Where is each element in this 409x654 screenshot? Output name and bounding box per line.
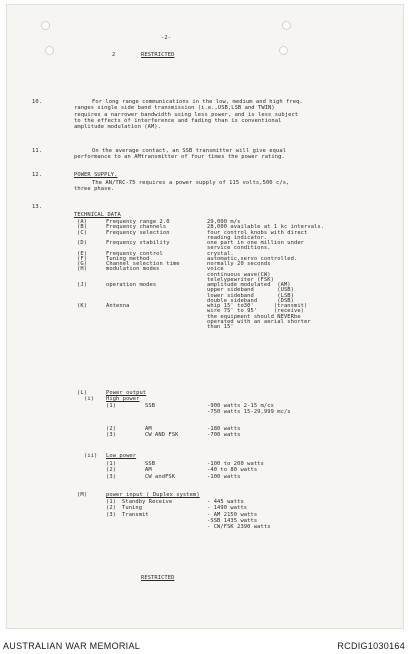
paragraph-number: 10. <box>32 99 43 105</box>
section-heading: TECHNICAL DATA <box>74 212 121 218</box>
mode-label: CW AND FSK <box>145 432 179 439</box>
item-value: crystal. <box>207 250 234 257</box>
item-value: -100 watts <box>207 473 241 480</box>
item-value: telelypewriter (FSK) <box>207 276 274 283</box>
item-label: Transmit <box>122 511 149 518</box>
item-value: upper sideband (USB) <box>207 287 294 294</box>
document-page <box>6 4 404 629</box>
item-key: (M) <box>77 492 88 498</box>
item-value: -900 watts 2-15 m/cs <box>207 403 274 409</box>
item-key: (1) <box>106 403 117 409</box>
item-label: Frequency selection <box>106 229 170 236</box>
item-label: Tuning method <box>106 255 150 262</box>
item-key: (2) <box>106 426 117 432</box>
mode-label: SSB <box>145 461 156 467</box>
item-key: (K) <box>77 303 88 309</box>
item-value: lower sideband (LSB) <box>207 292 294 299</box>
punch-hole <box>41 21 50 30</box>
item-value: double sideband (DSB) <box>207 297 294 304</box>
punch-hole <box>279 46 288 55</box>
item-key: (2) <box>106 505 117 512</box>
paragraph-number: 13. <box>32 204 43 210</box>
page-number: -2- <box>161 35 172 41</box>
item-key: (A) <box>77 219 88 225</box>
paragraph-line: amplitude modulation (AM). <box>74 124 161 131</box>
item-key: (3) <box>106 473 117 480</box>
item-key: (1) <box>106 461 117 467</box>
page-mark: 2 <box>112 52 116 58</box>
item-value: than 15' <box>207 324 234 330</box>
item-key: (J) <box>77 282 88 288</box>
item-value: -180 watts <box>207 426 241 432</box>
item-key: (E) <box>77 250 88 257</box>
section-heading: POWER SUPPLY. <box>74 172 118 178</box>
paragraph-number: 11. <box>32 148 43 154</box>
item-key: (G) <box>77 261 88 267</box>
item-value: - AM 2150 watts <box>207 511 258 518</box>
section-heading: power input ( Duplex system) <box>106 492 200 498</box>
item-value: continuous wave(CW) <box>207 271 271 278</box>
paragraph-line: On the average contact, an SSB transmitter will give equal <box>92 148 287 154</box>
punch-hole <box>282 21 291 30</box>
punch-hole <box>45 46 54 55</box>
item-value: one part in one million under <box>207 240 305 246</box>
mode-label: CW andFSK <box>145 473 176 480</box>
item-value: 29,000 m/s <box>207 219 241 225</box>
item-key: (ii) <box>84 453 98 459</box>
item-value: - 445 watts <box>207 499 244 505</box>
paragraph-line: requires a narrower bandwidth using less power, and is less subject <box>74 111 299 118</box>
item-value: reading indicator. <box>207 234 268 241</box>
item-key: (2) <box>106 467 117 474</box>
item-label: Frequency range 2.0 <box>106 219 170 225</box>
item-key: (D) <box>77 240 88 246</box>
item-label: Channel selection time <box>106 261 180 267</box>
item-key: (L) <box>77 390 88 396</box>
section-heading: High power <box>106 396 140 402</box>
item-value: operated with an aerial shorter <box>207 318 311 325</box>
item-value: automatic,servo controlled. <box>207 255 298 262</box>
item-label: modulation modes <box>106 266 160 273</box>
section-heading: Low power <box>106 453 137 459</box>
item-value: voice <box>207 266 224 273</box>
item-value: -700 watts <box>207 432 241 439</box>
item-value: normally 20 seconds <box>207 261 271 267</box>
paragraph-line: three phase. <box>74 186 115 193</box>
item-label: operation modes <box>106 282 157 288</box>
item-label: Frequency channels <box>106 224 167 231</box>
item-key: (B) <box>77 224 88 231</box>
item-value: whip 15' to30' (transmit) <box>207 303 308 309</box>
item-label: Frequency stability <box>106 240 170 246</box>
item-key: (3) <box>106 432 117 439</box>
mode-label: AM <box>145 467 152 474</box>
item-value: amplitude modulated (AM) <box>207 282 291 288</box>
item-key: (F) <box>77 255 88 262</box>
paragraph-line: ranges single side band transmission (i.e.,USB,LSB and TWIN) <box>74 105 275 112</box>
item-label: Antenna <box>106 303 130 309</box>
archive-id: RCDIG1030164 <box>337 641 405 651</box>
item-key: (1) <box>106 499 117 505</box>
classification-header: RESTRICTED <box>141 52 175 58</box>
paragraph-line: to the effects of interference and fading than is conventional <box>74 117 282 124</box>
archive-credit: AUSTRALIAN WAR MEMORIAL <box>3 641 141 651</box>
item-value: -750 watts 15-29,999 mc/s <box>207 409 291 416</box>
paragraph-line: The AN/TRC-75 requires a power supply of 115 volts,500 c/s, <box>92 180 290 186</box>
item-value: four control knobs with direct <box>207 229 308 236</box>
item-value: - 1490 watts <box>207 505 248 512</box>
item-key: (3) <box>106 511 117 518</box>
item-value: - CW/FSK 2390 watts <box>207 524 271 531</box>
item-value: wire 75' to 95' (receive) <box>207 308 305 315</box>
section-heading: Power output <box>106 390 147 396</box>
item-key: (H) <box>77 266 88 273</box>
item-value: service conditions. <box>207 245 271 252</box>
paragraph-line: performance to an AMtransmitter of four times the power rating. <box>74 154 285 161</box>
item-value: the equipment should NEVERbe <box>207 313 301 320</box>
item-key: (i) <box>84 396 95 402</box>
paragraph-number: 12. <box>32 172 43 178</box>
item-label: Standby Receive <box>122 499 173 505</box>
item-value: -SSB 1435 watts <box>207 517 258 524</box>
item-label: Frequency control <box>106 250 163 257</box>
item-value: -40 to 80 watts <box>207 467 258 474</box>
item-value: -100 to 200 watts <box>207 461 264 467</box>
mode-label: AM <box>145 426 152 432</box>
item-value: 28,000 available at 1 kc intervals. <box>207 224 325 231</box>
classification-footer: RESTRICTED <box>141 575 175 581</box>
item-label: Tuning <box>122 505 143 512</box>
paragraph-line: For long range communications in the low, medium and high freq. <box>92 99 303 105</box>
mode-label: SSB <box>145 403 156 409</box>
item-key: (C) <box>77 229 88 236</box>
